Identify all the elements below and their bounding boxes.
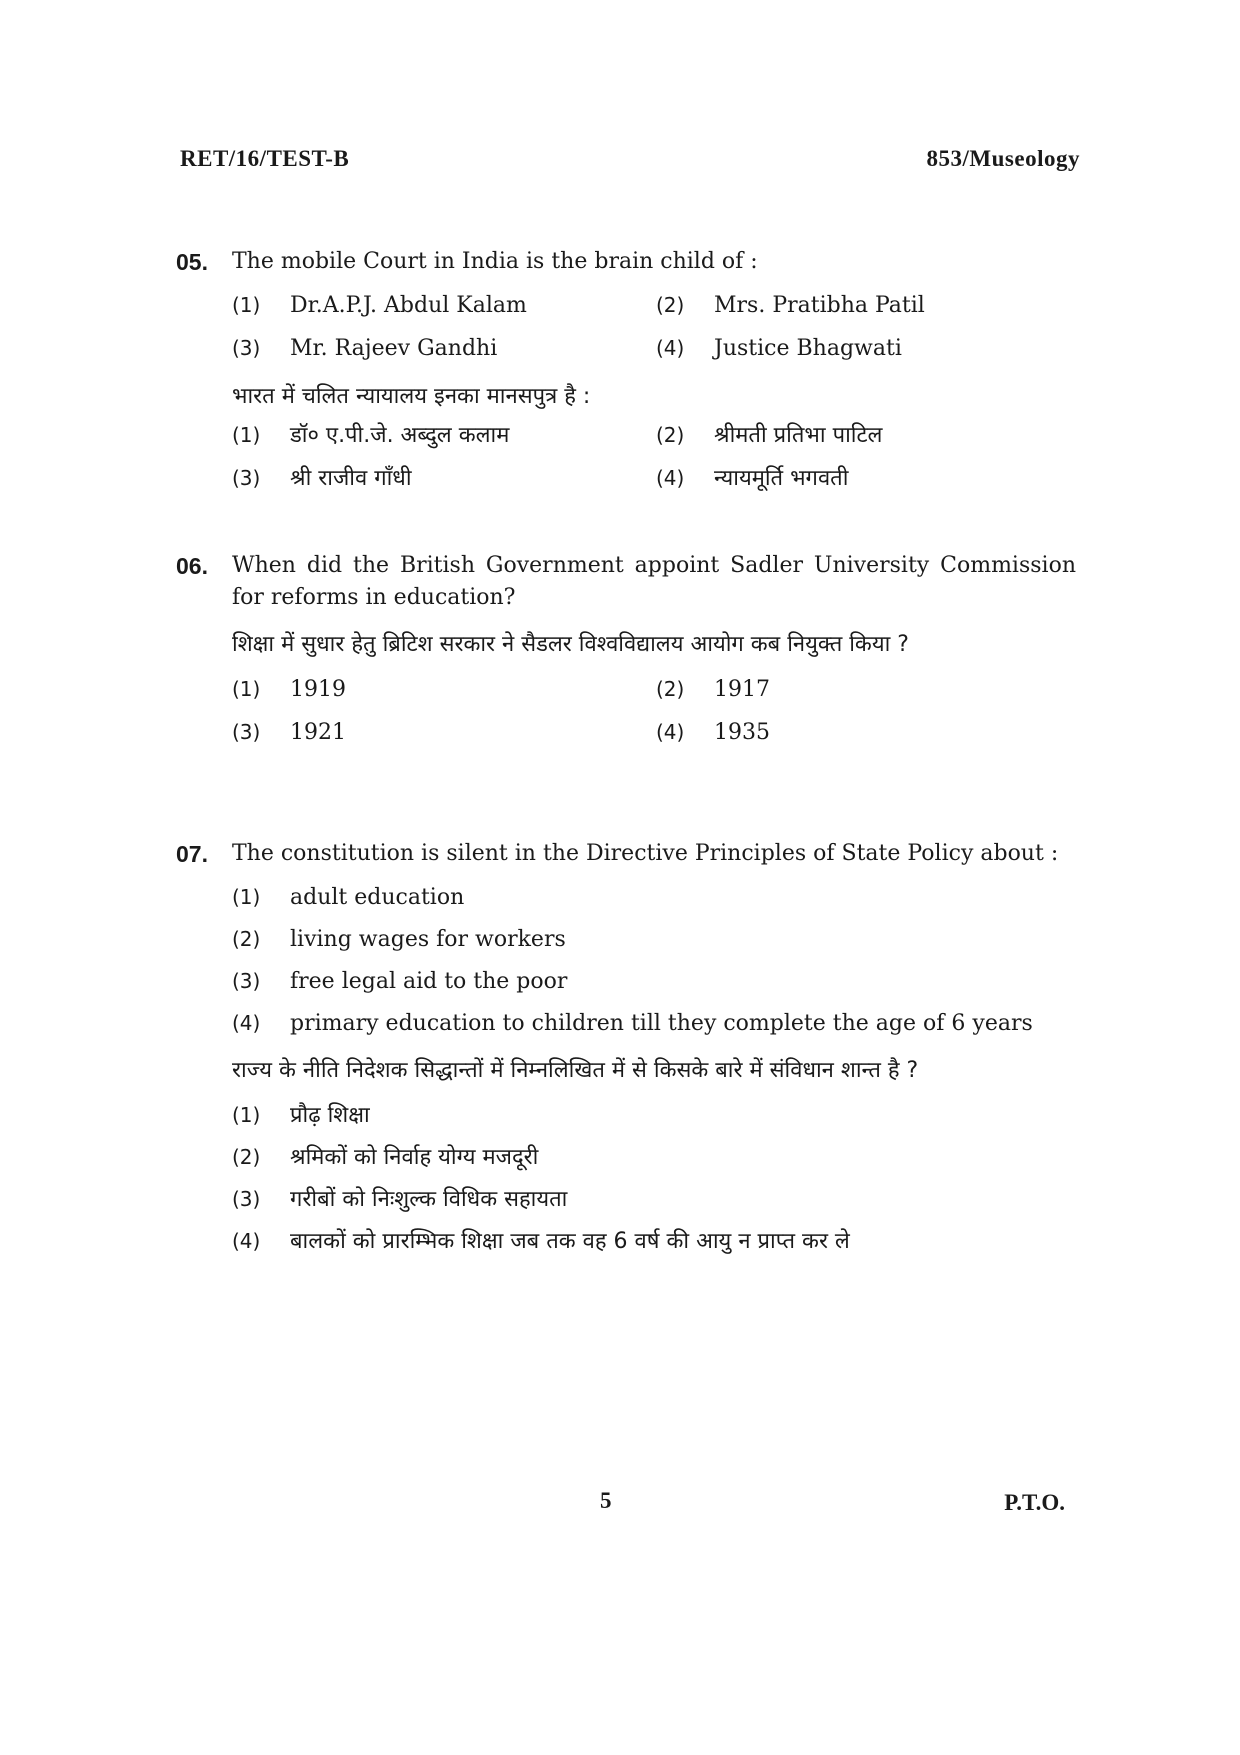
option-number: (2) xyxy=(232,1145,261,1169)
option xyxy=(232,715,656,750)
option-number: (1) xyxy=(232,293,261,317)
option-number: (2) xyxy=(656,423,685,447)
option xyxy=(232,418,656,453)
option-number: (3) xyxy=(232,466,261,490)
question-text-hi: राज्य के नीति निदेशक सिद्धान्तों में निम्नलिखित में से किसके बारे में संविधान शान्त है ? xyxy=(232,1058,919,1083)
option xyxy=(656,288,1096,323)
option-text: 1921 xyxy=(290,720,346,745)
option-number: (2) xyxy=(656,293,685,317)
question-number: 06. xyxy=(176,553,208,579)
option-number: (1) xyxy=(232,885,261,909)
option xyxy=(232,461,656,496)
pto-label: P.T.O. xyxy=(1004,1490,1065,1515)
option-number: (3) xyxy=(232,336,261,360)
paper-code: RET/16/TEST-B xyxy=(180,146,350,171)
option-text: Mrs. Pratibha Patil xyxy=(714,293,925,318)
option-number: (3) xyxy=(232,720,261,744)
option-number: (2) xyxy=(656,677,685,701)
question-06 xyxy=(176,550,1076,750)
option xyxy=(232,672,656,707)
option-number: (3) xyxy=(232,1187,261,1211)
option-text: 1935 xyxy=(714,720,770,745)
option-text: adult education xyxy=(290,885,465,910)
option xyxy=(232,1140,1076,1174)
question-text-hi: भारत में चलित न्यायालय इनका मानसपुत्र है : xyxy=(232,384,591,409)
option xyxy=(656,715,1096,750)
option xyxy=(232,964,1076,998)
option-text: बालकों को प्रारम्भिक शिक्षा जब तक वह 6 वर्ष की आयु न प्राप्त कर ले xyxy=(290,1229,850,1254)
option xyxy=(232,1006,1076,1040)
option-text: प्रौढ़ शिक्षा xyxy=(290,1103,370,1128)
subject-code: 853/Museology xyxy=(926,146,1080,171)
question-07 xyxy=(176,838,1076,1266)
option-number: (2) xyxy=(232,927,261,951)
option-text: 1919 xyxy=(290,677,346,702)
option-number: (1) xyxy=(232,1103,261,1127)
option-text: 1917 xyxy=(714,677,770,702)
option xyxy=(232,288,656,323)
options xyxy=(232,672,1076,750)
option-text: श्रीमती प्रतिभा पाटिल xyxy=(714,423,883,448)
option-text: श्री राजीव गाँधी xyxy=(290,466,412,491)
option xyxy=(232,1224,1076,1258)
option-text: free legal aid to the poor xyxy=(290,969,568,994)
option-number: (4) xyxy=(656,720,685,744)
option xyxy=(232,1098,1076,1132)
option-text: Justice Bhagwati xyxy=(714,336,902,361)
option-number: (1) xyxy=(232,423,261,447)
question-text-en: The constitution is silent in the Directive Principles of State Policy about : xyxy=(232,841,1059,866)
option-number: (1) xyxy=(232,677,261,701)
option xyxy=(656,672,1096,707)
option-text: living wages for workers xyxy=(290,927,566,952)
option xyxy=(656,331,1096,366)
option-text: डॉ० ए.पी.जे. अब्दुल कलाम xyxy=(290,423,510,448)
question-text-en: The mobile Court in India is the brain child of : xyxy=(232,249,758,274)
question-05 xyxy=(176,246,1076,496)
option-text: Mr. Rajeev Gandhi xyxy=(290,336,498,361)
option xyxy=(232,1182,1076,1216)
question-text-hi: शिक्षा में सुधार हेतु ब्रिटिश सरकार ने सैडलर विश्वविद्यालय आयोग कब नियुक्त किया ? xyxy=(232,632,909,657)
options-hi xyxy=(232,418,1076,496)
options-hi xyxy=(232,1098,1076,1258)
option-text: Dr.A.P.J. Abdul Kalam xyxy=(290,293,527,318)
question-number: 05. xyxy=(176,249,208,275)
page-number: 5 xyxy=(600,1488,612,1513)
option-number: (4) xyxy=(232,1011,261,1035)
option xyxy=(656,461,1096,496)
question-text-en: When did the British Government appoint Sadler University Commission for reforms in education? xyxy=(232,553,1076,610)
options-en xyxy=(232,880,1076,1040)
option xyxy=(656,418,1096,453)
option-text: गरीबों को निःशुल्क विधिक सहायता xyxy=(290,1187,568,1212)
options-en xyxy=(232,288,1076,366)
question-number: 07. xyxy=(176,841,208,867)
option-text: न्यायमूर्ति भगवती xyxy=(714,466,849,491)
option xyxy=(232,880,1076,914)
option-text: primary education to children till they complete the age of 6 years xyxy=(290,1011,1033,1036)
option-number: (4) xyxy=(232,1229,261,1253)
option xyxy=(232,922,1076,956)
option xyxy=(232,331,656,366)
option-number: (4) xyxy=(656,336,685,360)
option-text: श्रमिकों को निर्वाह योग्य मजदूरी xyxy=(290,1145,539,1170)
option-number: (3) xyxy=(232,969,261,993)
option-number: (4) xyxy=(656,466,685,490)
